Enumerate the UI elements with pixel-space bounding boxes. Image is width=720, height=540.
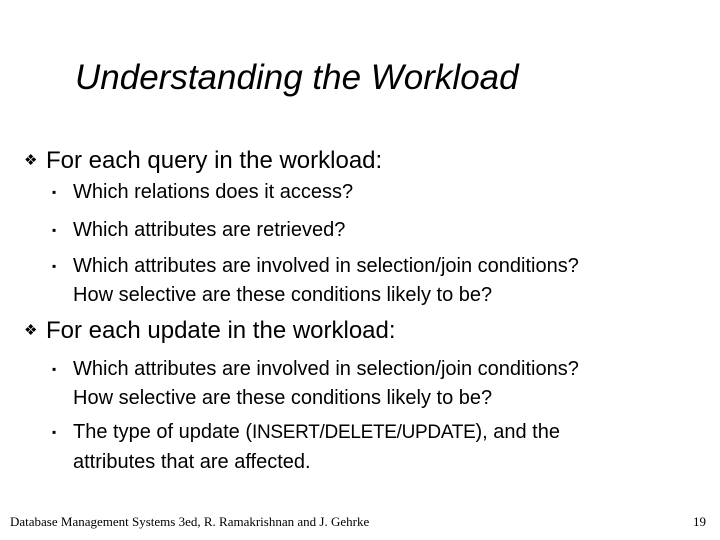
list-item-text: How selective are these conditions likely to be? bbox=[73, 387, 493, 409]
list-item-text: How selective are these conditions likely to be? bbox=[73, 284, 493, 306]
page-number: 19 bbox=[693, 514, 706, 529]
list-item-text bbox=[73, 420, 560, 445]
section-text: For each query in the workload: bbox=[46, 147, 383, 174]
square-bullet-icon: ▪ bbox=[52, 185, 57, 199]
list-item-text: Which attributes are involved in selection/join conditions? bbox=[73, 255, 579, 277]
list-item-text: Which relations does it access? bbox=[73, 181, 354, 203]
text-suffix: ), and the bbox=[475, 421, 560, 443]
update-types-code: INSERT/DELETE/UPDATE bbox=[252, 422, 476, 443]
slide-title: Understanding the Workload bbox=[75, 58, 519, 97]
square-bullet-icon: ▪ bbox=[52, 223, 57, 237]
square-bullet-icon: ▪ bbox=[52, 425, 57, 439]
list-item-text: Which attributes are involved in selection/join conditions? bbox=[73, 358, 579, 380]
square-bullet-icon: ▪ bbox=[52, 259, 57, 273]
diamond-bullet-icon: ❖ bbox=[24, 152, 38, 169]
square-bullet-icon: ▪ bbox=[52, 362, 57, 376]
list-item-text: Which attributes are retrieved? bbox=[73, 219, 346, 241]
footer-citation: Database Management Systems 3ed, R. Ramakrishnan and J. Gehrke bbox=[10, 514, 370, 529]
diamond-bullet-icon: ❖ bbox=[24, 322, 38, 339]
text-prefix: The type of update ( bbox=[73, 421, 253, 443]
list-item-text: attributes that are affected. bbox=[73, 451, 311, 473]
section-text: For each update in the workload: bbox=[46, 317, 396, 344]
